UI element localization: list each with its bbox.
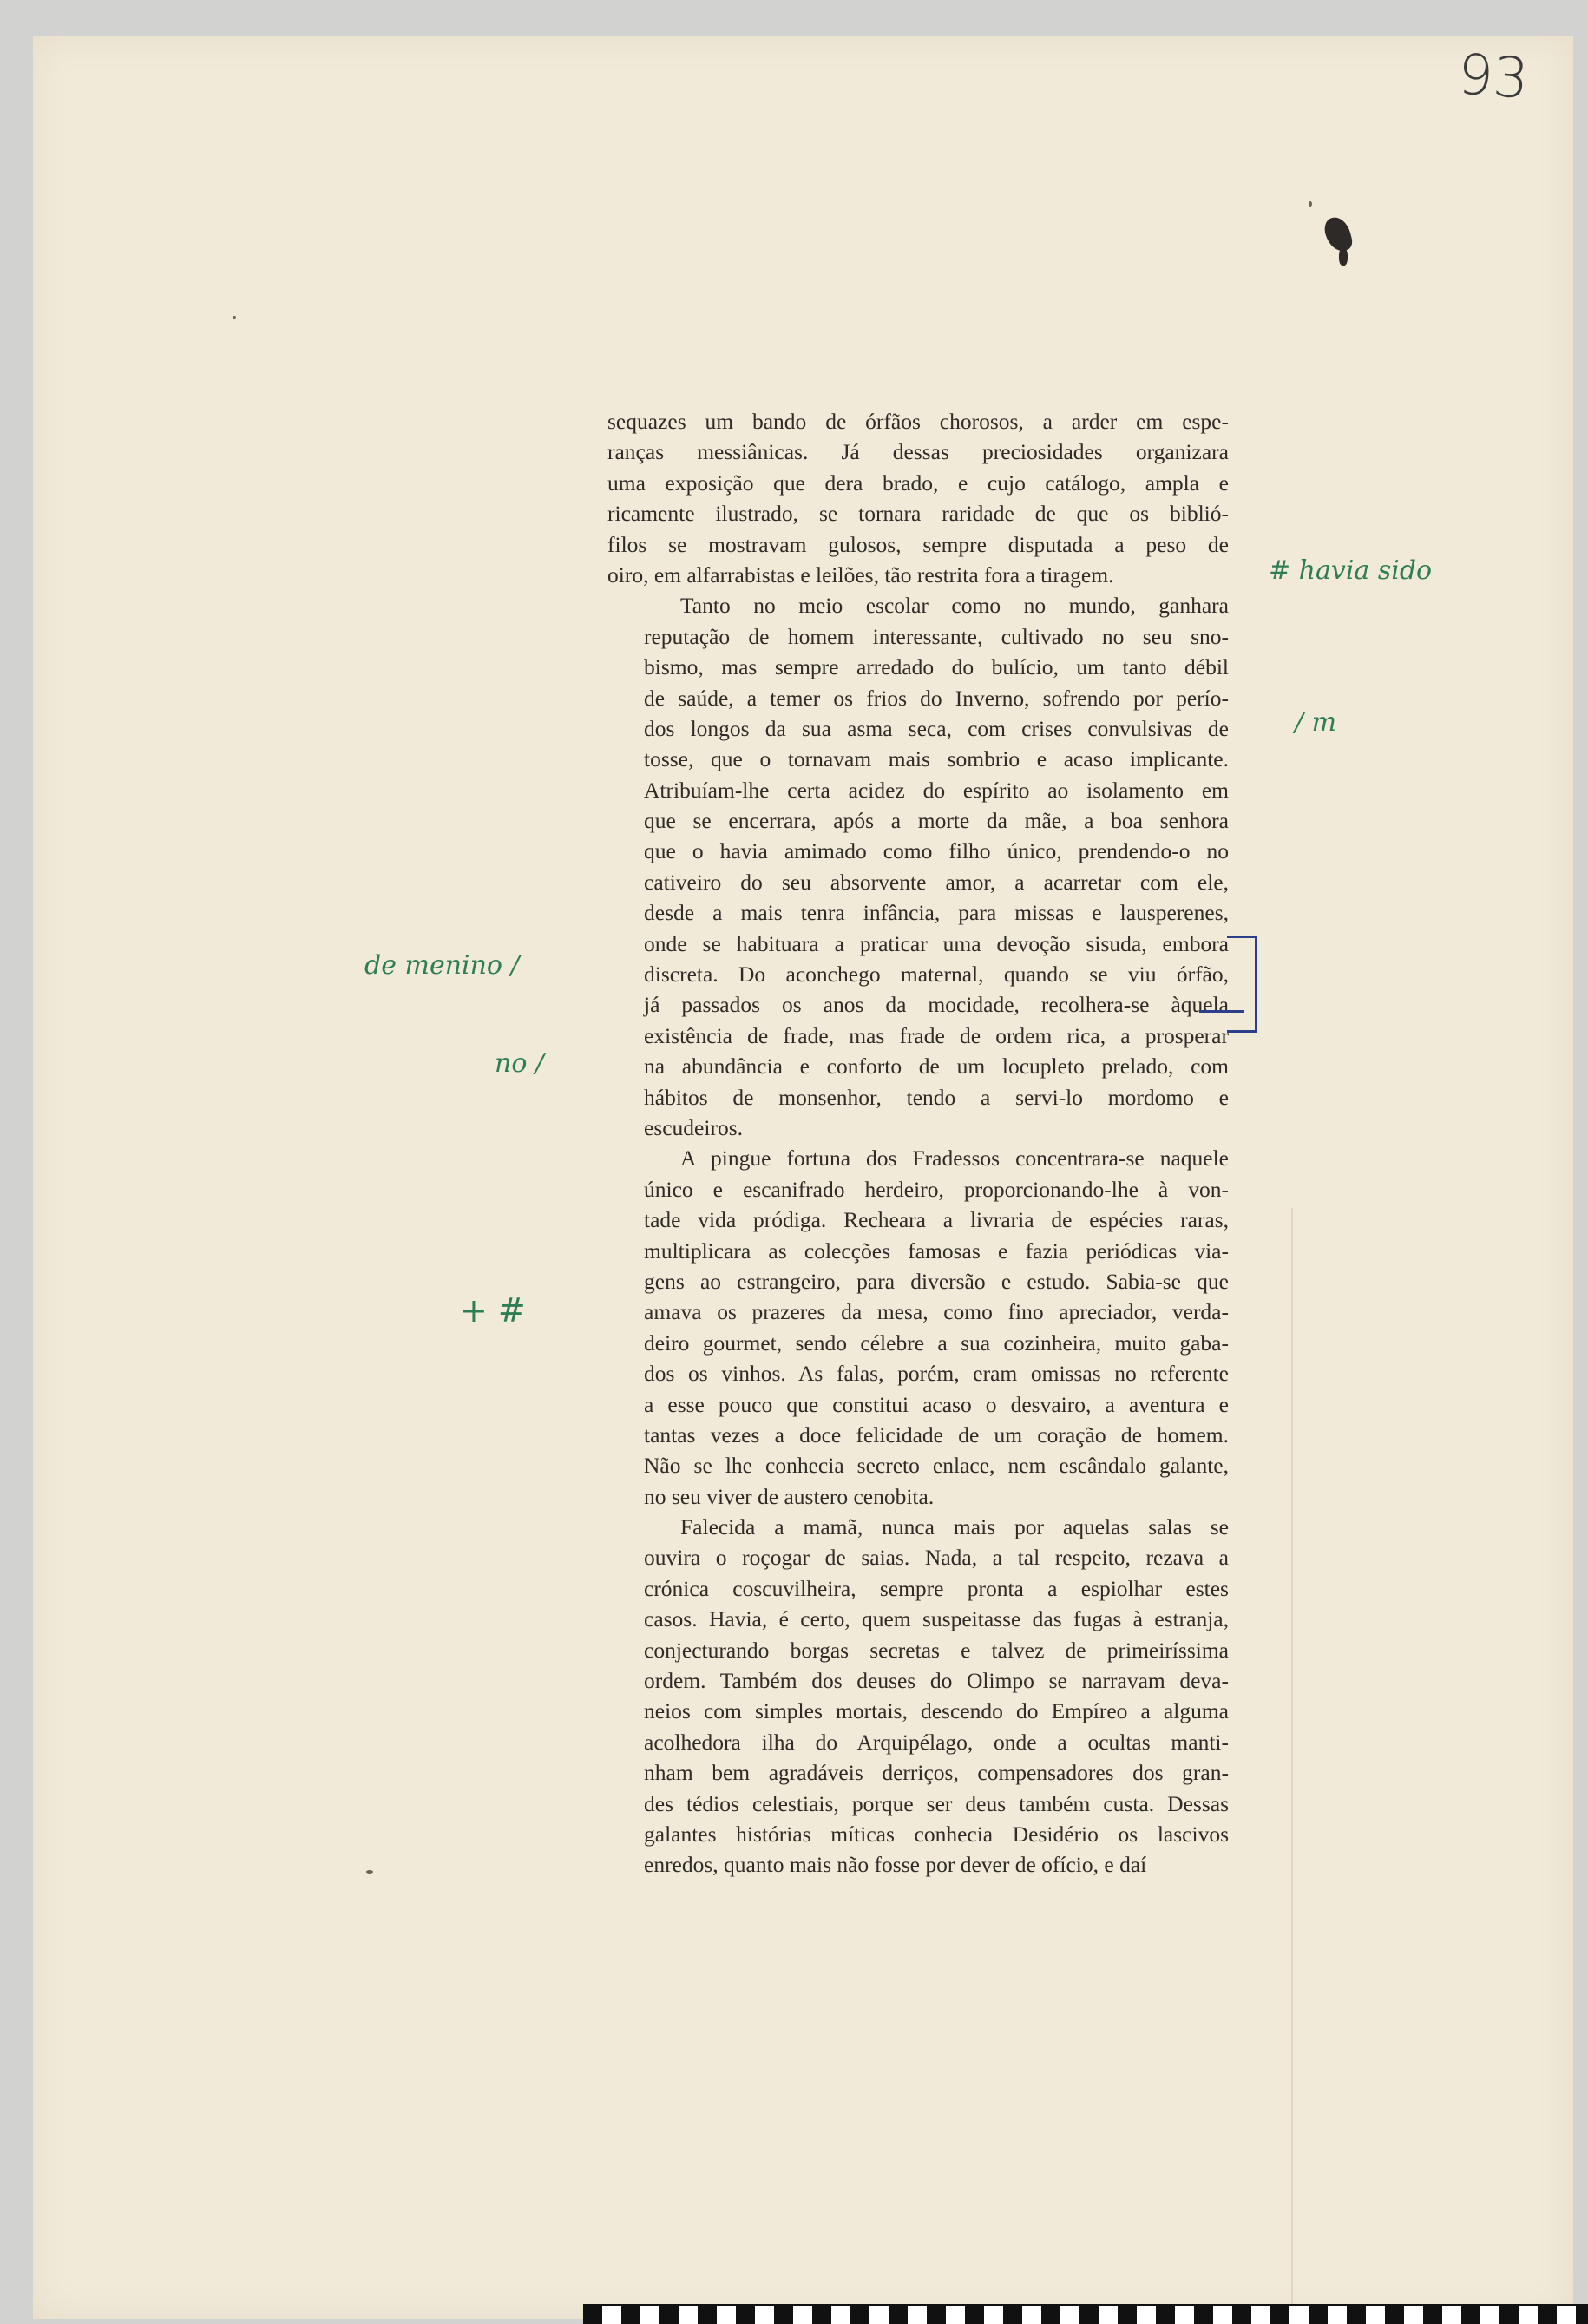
text-line: enredos, quanto mais não fosse por dever de ofício, e daí: [644, 1852, 1147, 1878]
text-line: único e escanifrado herdeiro, proporcionando-lhe à von-: [644, 1176, 1229, 1202]
paragraph: [607, 590, 1229, 1143]
text-line: desde a mais tenra infância, para missas e lausperenes,: [644, 900, 1229, 926]
text-line: Falecida a mamã, nunca mais por aquelas salas se: [680, 1514, 1229, 1540]
text-line: conjecturando borgas secretas e talvez de primeiríssima: [644, 1637, 1229, 1663]
text-line: que o havia amimado como filho único, prendendo-o no: [644, 838, 1229, 864]
scale-ruler: [583, 2304, 1588, 2324]
annotation-no: no /: [495, 1048, 545, 1079]
annotation-m: / m: [1295, 707, 1337, 738]
text-line: discreta. Do aconchego maternal, quando se viu órfão,: [644, 962, 1229, 988]
page-number: 93: [1455, 43, 1531, 112]
body-text: [607, 406, 1229, 1881]
paper-speck: [233, 316, 236, 319]
text-line: tade vida pródiga. Recheara a livraria de espécies raras,: [644, 1207, 1229, 1233]
insertion-bracket-tail: [1199, 1010, 1244, 1013]
text-line: des tédios celestiais, porque ser deus também custa. Dessas: [644, 1790, 1229, 1816]
text-line: já passados os anos da mocidade, recolhera-se àquela: [644, 992, 1229, 1018]
text-line: cativeiro do seu absorvente amor, a acarretar com ele,: [644, 869, 1229, 895]
paper-speck: [1309, 201, 1312, 207]
text-line: casos. Havia, é certo, quem suspeitasse das fugas à estranja,: [644, 1606, 1229, 1632]
text-line: onde se habituara a praticar uma devoção sisuda, embora: [644, 930, 1229, 956]
text-line: dos os vinhos. As falas, porém, eram omissas no referente: [644, 1361, 1229, 1387]
annotation-havia-sido: # havia sido: [1269, 555, 1433, 586]
insertion-bracket: [1227, 936, 1257, 1033]
text-line: que se encerrara, após a morte da mãe, a boa senhora: [644, 808, 1229, 834]
text-line: de saúde, a temer os frios do Inverno, sofrendo por perío-: [644, 685, 1229, 711]
annotation-de-menino: de menino /: [364, 950, 520, 981]
paragraph: [607, 1143, 1229, 1512]
text-line: ordem. Também dos deuses do Olimpo se narravam deva-: [644, 1668, 1229, 1694]
text-line: deiro gourmet, sendo célebre a sua cozinheira, muito gaba-: [644, 1329, 1229, 1356]
ink-blot-drip: [1339, 248, 1348, 266]
text-line: ranças messiânicas. Já dessas preciosidades organizara: [607, 439, 1229, 465]
text-line: reputação de homem interessante, cultivado no seu sno-: [644, 623, 1229, 649]
text-line: galantes histórias míticas conhecia Desidério os lascivos: [644, 1821, 1229, 1847]
paper-fold: [1291, 1208, 1293, 2319]
text-line: bismo, mas sempre arredado do bulício, um tanto débil: [644, 654, 1229, 680]
text-line: ricamente ilustrado, se tornara raridade de que os biblió-: [607, 501, 1229, 527]
text-line: A pingue fortuna dos Fradessos concentrara-se naquele: [680, 1146, 1229, 1172]
paragraph: [607, 406, 1229, 590]
text-line: Atribuíam-lhe certa acidez do espírito ao isolamento em: [644, 777, 1229, 803]
text-line: tosse, que o tornavam mais sombrio e acaso implicante.: [644, 746, 1229, 772]
text-line: tantas vezes a doce felicidade de um coração de homem.: [644, 1421, 1229, 1448]
text-line: na abundância e conforto de um locupleto prelado, com: [644, 1054, 1229, 1080]
text-line: existência de frade, mas frade de ordem rica, a prosperar: [644, 1022, 1229, 1048]
text-line: multiplicara as colecções famosas e fazia periódicas via-: [644, 1237, 1229, 1264]
text-line: nham bem agradáveis derriços, compensadores dos gran-: [644, 1760, 1229, 1786]
text-line: a esse pouco que constitui acaso o desvairo, a aventura e: [644, 1391, 1229, 1417]
text-line: neios com simples mortais, descendo do Empíreo a alguma: [644, 1698, 1229, 1724]
text-line: sequazes um bando de órfãos chorosos, a arder em espe-: [607, 409, 1229, 434]
text-line: hábitos de monsenhor, tendo a servi-lo mordomo e: [644, 1084, 1229, 1110]
annotation-hash-mark: + #: [460, 1291, 526, 1329]
text-line: filos se mostravam gulosos, sempre disputada a peso de: [607, 531, 1229, 557]
text-line: Tanto no meio escolar como no mundo, ganhara: [680, 593, 1229, 619]
text-line: dos longos da sua asma seca, com crises convulsivas de: [644, 715, 1229, 741]
text-line: Não se lhe conhecia secreto enlace, nem escândalo galante,: [644, 1453, 1229, 1479]
paragraph: [607, 1512, 1229, 1881]
paper-speck: [366, 1870, 373, 1874]
text-line: acolhedora ilha do Arquipélago, onde a ocultas manti-: [644, 1729, 1229, 1755]
text-line: crónica coscuvilheira, sempre pronta a espiolhar estes: [644, 1575, 1229, 1601]
text-line: uma exposição que dera brado, e cujo catálogo, ampla e: [607, 469, 1229, 496]
text-line: no seu viver de austero cenobita.: [644, 1483, 935, 1509]
text-line: amava os prazeres da mesa, como fino apreciador, verda-: [644, 1299, 1229, 1325]
text-line: gens ao estrangeiro, para diversão e estudo. Sabia-se que: [644, 1268, 1229, 1294]
text-line: ouvira o roçogar de saias. Nada, a tal respeito, rezava a: [644, 1545, 1229, 1571]
text-line: oiro, em alfarrabistas e leilões, tão restrita fora a tiragem.: [607, 561, 1114, 588]
text-line: escudeiros.: [644, 1114, 744, 1140]
